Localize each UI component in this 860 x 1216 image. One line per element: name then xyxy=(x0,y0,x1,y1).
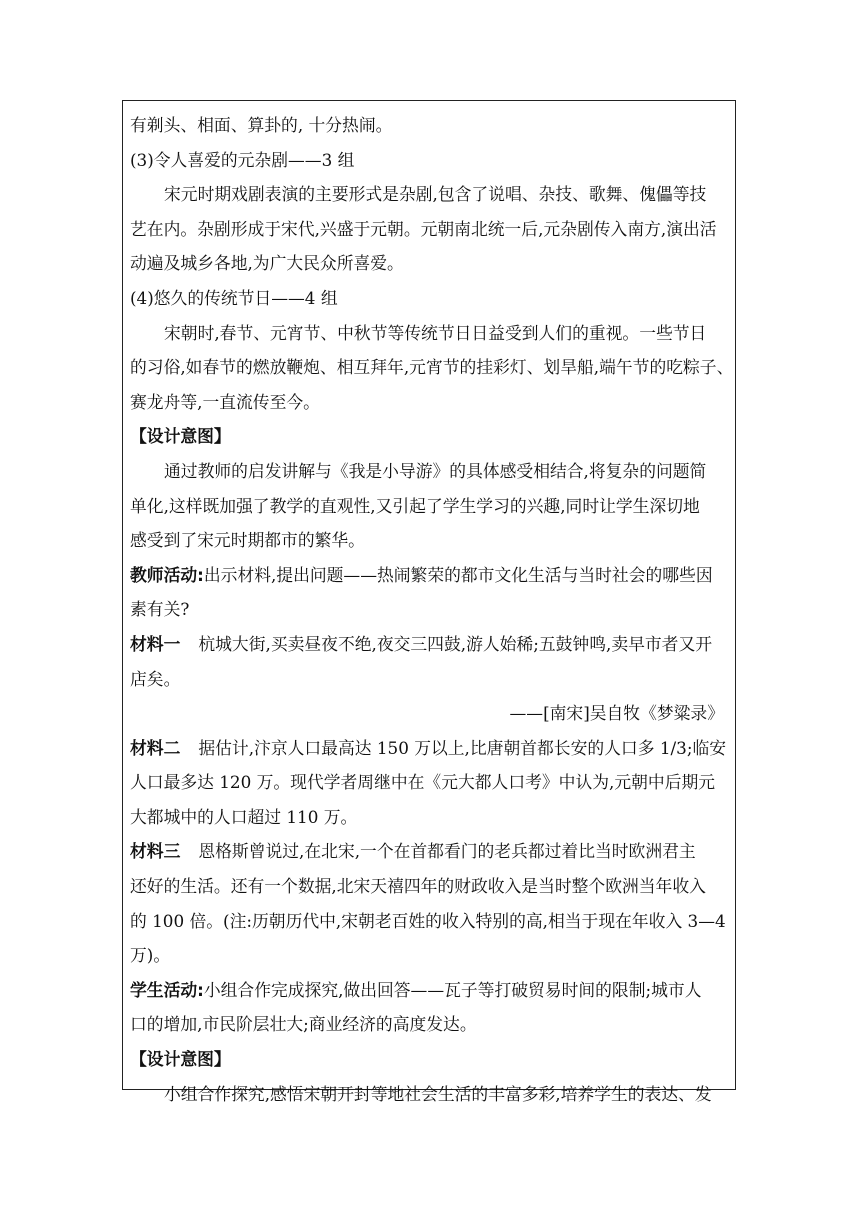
section-heading: (4)悠久的传统节日——4 组 xyxy=(130,287,338,308)
paragraph-line: 店矣。 xyxy=(130,668,181,689)
student-activity-line xyxy=(130,973,730,1008)
material-two-text: 据估计,汴京人口最高达 150 万以上,比唐朝首都长安的人口多 1/3;临安 xyxy=(198,737,727,758)
paragraph-line: 还好的生活。还有一个数据,北宋天禧四年的财政收入是当时整个欧洲当年收入 xyxy=(130,876,706,897)
paragraph-line: 的习俗,如春节的燃放鞭炮、相互拜年,元宵节的挂彩灯、划旱船,端午节的吃粽子、 xyxy=(130,357,734,378)
citation: ——[南宋]吴自牧《梦粱录》 xyxy=(509,703,724,724)
paragraph-line: 万)。 xyxy=(130,945,171,966)
student-activity-text: 小组合作完成探究,做出回答——瓦子等打破贸易时间的限制;城市人 xyxy=(203,979,702,1000)
paragraph-line: 单化,这样既加强了教学的直观性,又引起了学生学习的兴趣,同时让学生深切地 xyxy=(130,495,700,516)
paragraph-line: 素有关? xyxy=(130,599,190,620)
paragraph-line: 感受到了宋元时期都市的繁华。 xyxy=(130,530,365,551)
teacher-activity-text: 出示材料,提出问题——热闹繁荣的都市文化生活与当时社会的哪些因 xyxy=(203,564,713,585)
paragraph-line: 人口最多达 120 万。现代学者周继中在《元大都人口考》中认为,元朝中后期元 xyxy=(130,772,716,793)
material-two-label: 材料二 xyxy=(130,737,181,758)
paragraph-line: 大都城中的人口超过 110 万。 xyxy=(130,806,358,827)
material-three-text: 恩格斯曾说过,在北宋,一个在首都看门的老兵都过着比当时欧洲君主 xyxy=(198,841,696,862)
student-activity-label: 学生活动: xyxy=(130,979,204,1000)
paragraph-line: 赛龙舟等,一直流传至今。 xyxy=(130,391,320,412)
material-one-label: 材料一 xyxy=(130,633,181,654)
teacher-activity-line xyxy=(130,558,730,593)
material-one-line xyxy=(130,627,730,662)
paragraph-line: 小组合作探究,感悟宋朝开封等地社会生活的丰富多彩,培养学生的表达、发 xyxy=(164,1083,712,1104)
paragraph-line: 口的增加,市民阶层壮大;商业经济的高度发达。 xyxy=(130,1014,477,1035)
design-intent-heading: 【设计意图】 xyxy=(130,1049,231,1070)
material-one-text: 杭城大街,买卖昼夜不绝,夜交三四鼓,游人始稀;五鼓钟鸣,卖早市者又开 xyxy=(198,633,713,654)
paragraph-line: 的 100 倍。(注:历朝历代中,宋朝老百姓的收入特别的高,相当于现在年收入 3—4 xyxy=(130,910,726,931)
section-heading: (3)令人喜爱的元杂剧——3 组 xyxy=(130,149,355,170)
text-line: 有剃头、相面、算卦的, 十分热闹。 xyxy=(130,115,393,135)
paragraph-line: 宋朝时,春节、元宵节、中秋节等传统节日日益受到人们的重视。一些节日 xyxy=(164,322,707,343)
paragraph-line: 艺在内。杂剧形成于宋代,兴盛于元朝。元朝南北统一后,元杂剧传入南方,演出活 xyxy=(130,218,717,239)
material-three-line xyxy=(130,834,730,869)
teacher-activity-label: 教师活动: xyxy=(130,564,204,585)
document-body xyxy=(130,108,734,1111)
paragraph-line: 动遍及城乡各地,为广大民众所喜爱。 xyxy=(130,253,404,274)
material-three-label: 材料三 xyxy=(130,841,181,862)
material-two-line xyxy=(130,731,730,766)
paragraph-line: 宋元时期戏剧表演的主要形式是杂剧,包含了说唱、杂技、歌舞、傀儡等技 xyxy=(164,184,707,205)
paragraph-line: 通过教师的启发讲解与《我是小导游》的具体感受相结合,将复杂的问题简 xyxy=(164,460,707,481)
design-intent-heading: 【设计意图】 xyxy=(130,426,231,447)
